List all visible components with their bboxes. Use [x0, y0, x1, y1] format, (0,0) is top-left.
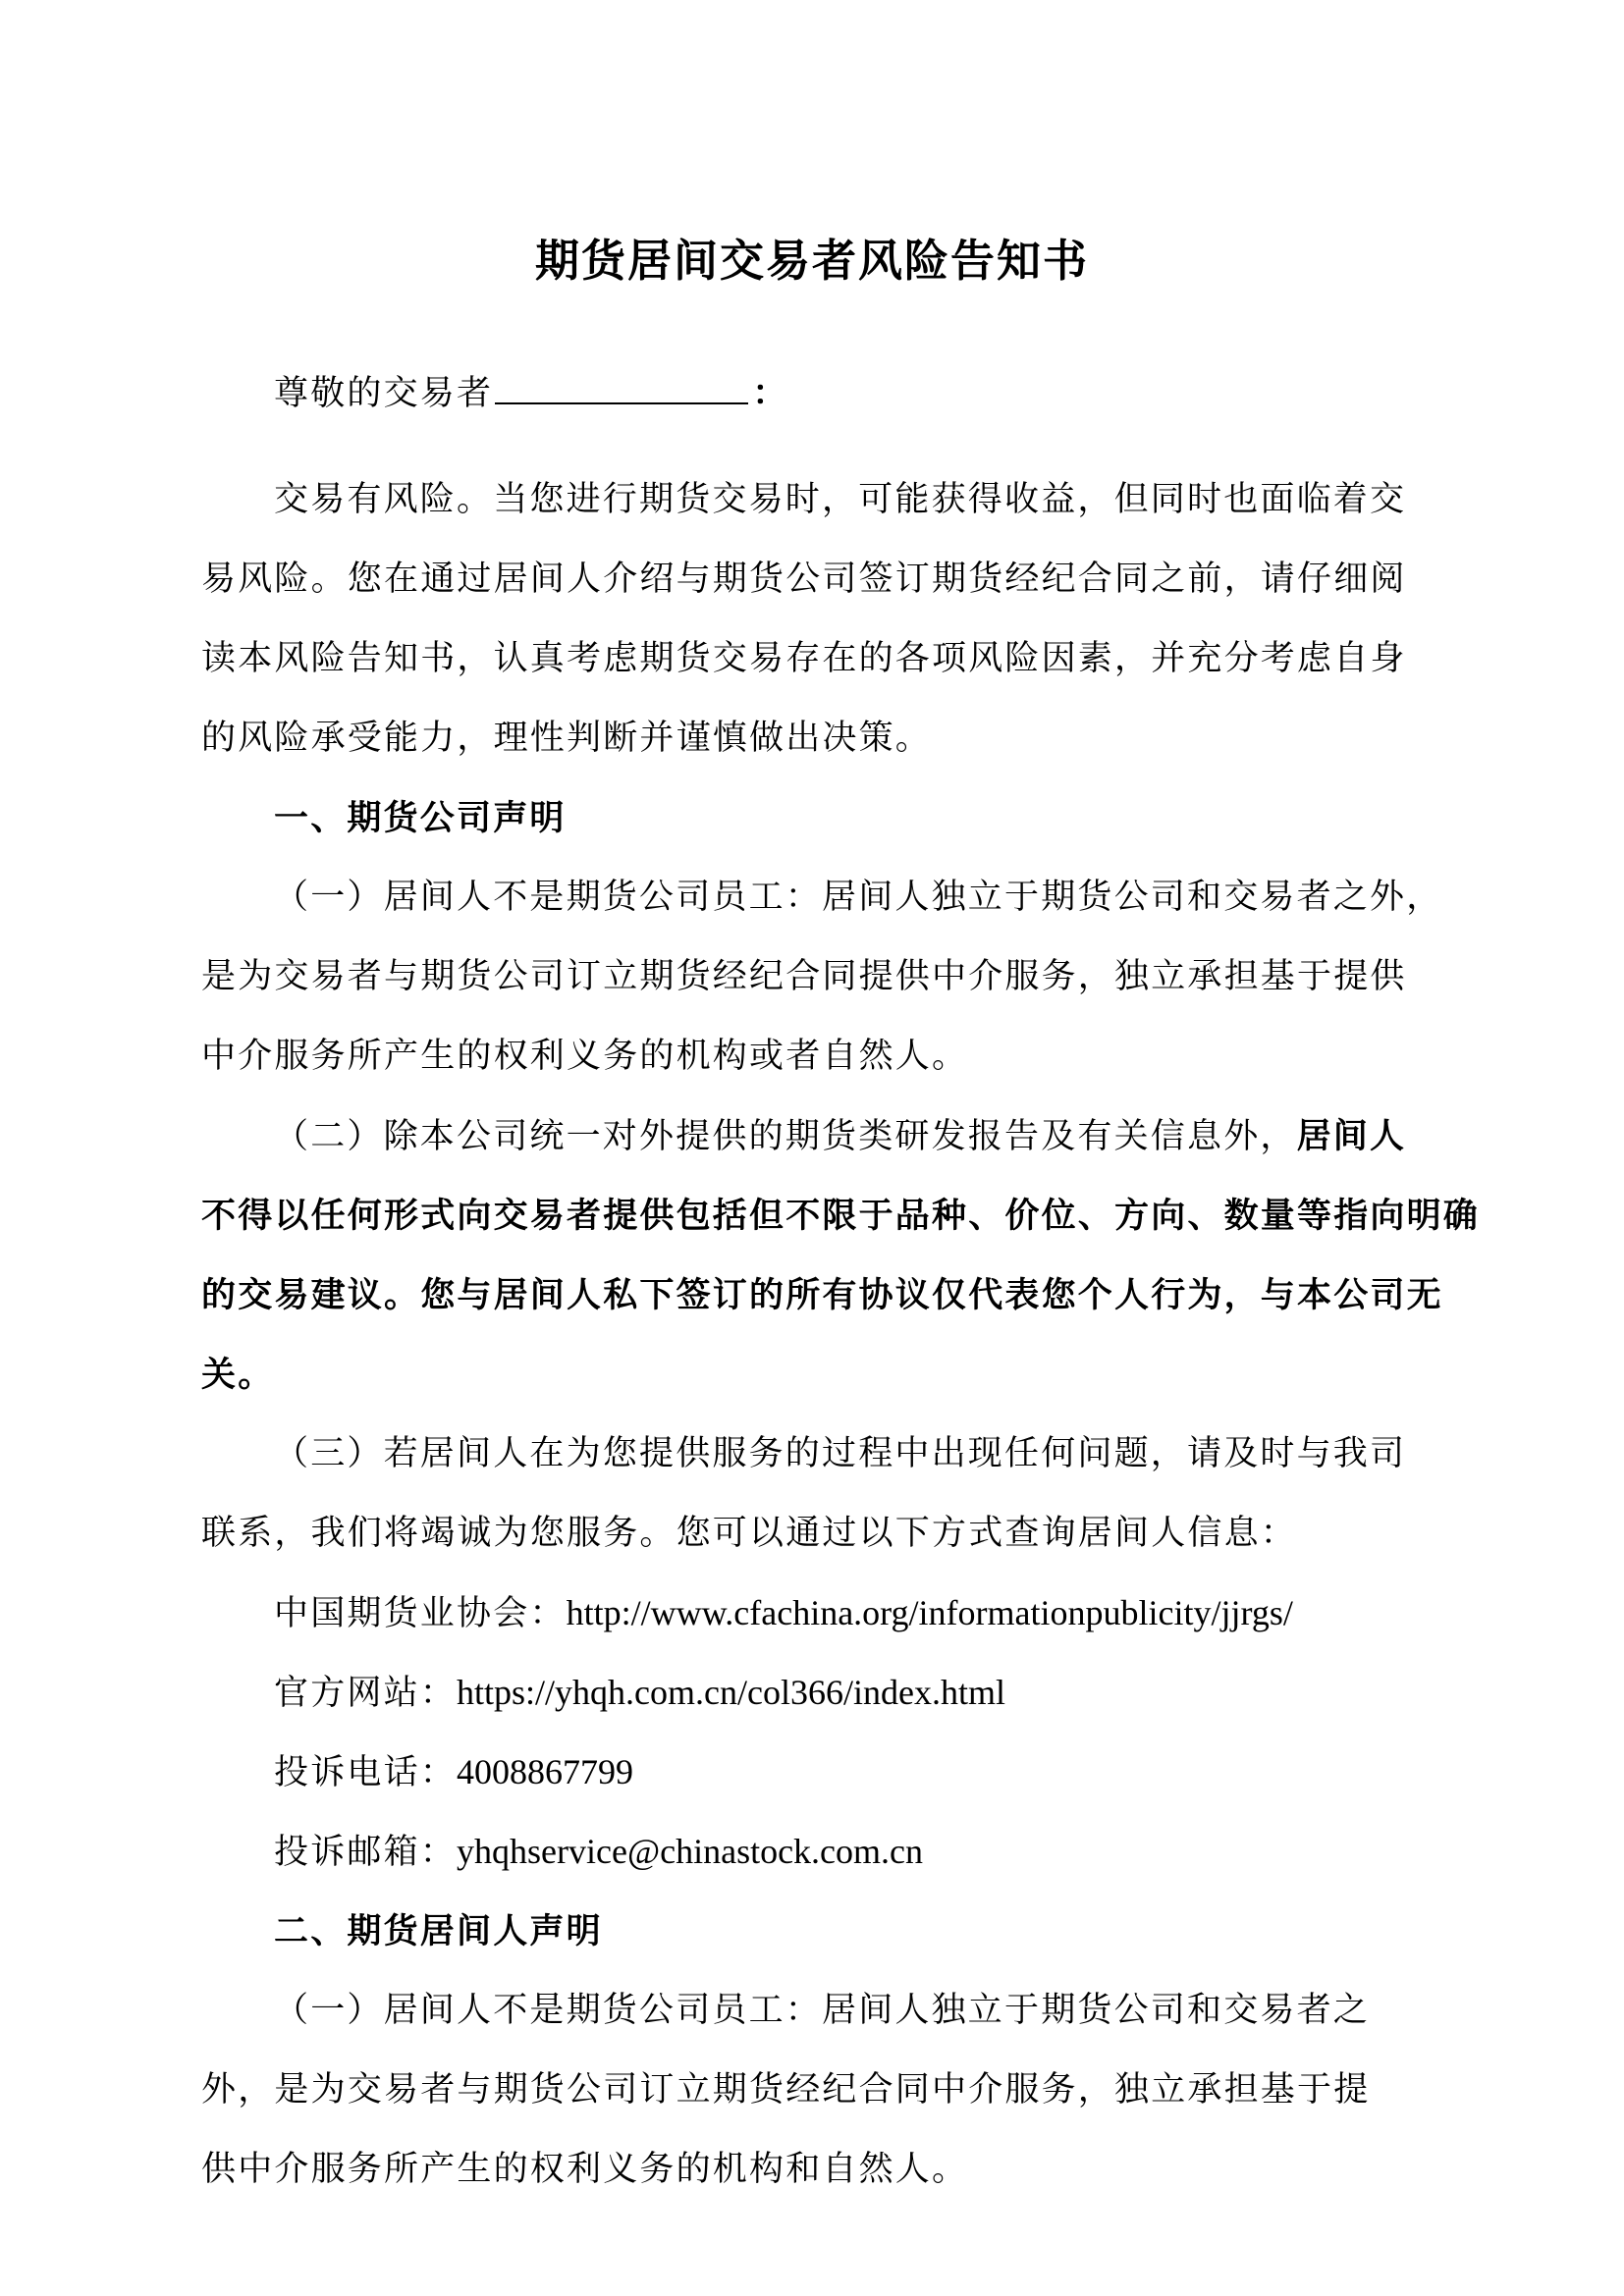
complaint-email-link[interactable]: yhqhservice@chinastock.com.cn: [457, 1832, 924, 1871]
section1-item2-line: [201, 1096, 1468, 1176]
contact-website: [201, 1653, 1468, 1733]
intro-line: 交易有风险。当您进行期货交易时，可能获得收益，但同时也面临着交: [274, 480, 1407, 519]
intro-line: 的风险承受能力，理性判断并谨慎做出决策。: [201, 719, 933, 758]
intro-line: 易风险。您在通过居间人介绍与期货公司签订期货经纪合同之前，请仔细阅: [201, 560, 1407, 599]
section1-item2-normal-text: （二）除本公司统一对外提供的期货类研发报告及有关信息外，: [274, 1117, 1297, 1156]
greeting-colon: ：: [752, 373, 789, 413]
section1-item2-bold-text: 居间人: [1296, 1116, 1407, 1156]
document-title: 期货居间交易者风险告知书: [534, 235, 1089, 287]
section1-heading: 一、期货公司声明: [274, 798, 567, 838]
section1-item2-bold-line: 不得以任何形式向交易者提供包括但不限于品种、价位、方向、数量等指向明确: [201, 1196, 1481, 1236]
contact-list: [201, 1574, 1468, 1892]
section2-heading: 二、期货居间人声明: [274, 1911, 603, 1951]
section2-item1-line: 供中介服务所产生的权利义务的机构和自然人。: [201, 2150, 969, 2189]
section2-item1-line: （一）居间人不是期货公司员工：居间人独立于期货公司和交易者之: [274, 1991, 1371, 2030]
website-link[interactable]: https://yhqh.com.cn/col366/index.html: [457, 1673, 1005, 1712]
cfachina-link[interactable]: http://www.cfachina.org/informationpublicity/jjrgs/: [566, 1593, 1293, 1632]
complaint-phone: 4008867799: [457, 1752, 634, 1791]
section1-item1-line: （一）居间人不是期货公司员工：居间人独立于期货公司和交易者之外，: [274, 878, 1443, 917]
contact-phone: [201, 1733, 1468, 1812]
section1-item3: [201, 1415, 1468, 1574]
intro-paragraph: [201, 460, 1468, 778]
contact-cfachina: [201, 1574, 1468, 1653]
contact-label: 投诉邮箱：: [274, 1833, 458, 1872]
intro-line: 读本风险告知书，认真考虑期货交易存在的各项风险因素，并充分考虑自身: [201, 639, 1407, 678]
document-body: [201, 353, 1481, 2210]
contact-email: [201, 1812, 1468, 1892]
greeting-prefix: 尊敬的交易者: [274, 374, 494, 413]
greeting-line: [201, 353, 1468, 433]
section1-item2-bold-line: 的交易建议。您与居间人私下签订的所有协议仅代表您个人行为，与本公司无: [201, 1275, 1443, 1315]
section1-item3-line: 联系，我们将竭诚为您服务。您可以通过以下方式查询居间人信息：: [201, 1514, 1298, 1553]
contact-label: 官方网站：: [274, 1674, 458, 1713]
section1-item3-line: （三）若居间人在为您提供服务的过程中出现任何问题，请及时与我司: [274, 1434, 1407, 1473]
spacer: [201, 433, 1468, 460]
section1-item2-bold-line: 关。: [201, 1355, 275, 1395]
section2-item1: [201, 1971, 1468, 2210]
contact-label: 投诉电话：: [274, 1753, 458, 1792]
trader-name-blank: [495, 369, 748, 404]
section1-item1-line: 中介服务所产生的权利义务的机构或者自然人。: [201, 1037, 969, 1076]
section1-item2: [201, 1096, 1481, 1415]
section1-item1-line: 是为交易者与期货公司订立期货经纪合同提供中介服务，独立承担基于提供: [201, 957, 1407, 996]
section1-item1: [201, 858, 1468, 1096]
contact-label: 中国期货业协会：: [274, 1594, 567, 1633]
section2-item1-line: 外，是为交易者与期货公司订立期货经纪合同中介服务，独立承担基于提: [201, 2070, 1371, 2109]
